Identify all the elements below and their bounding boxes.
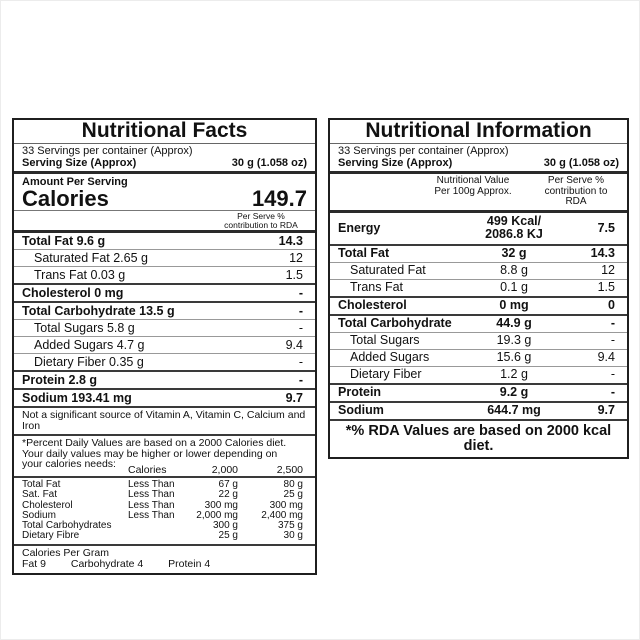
nutrient-label: Total Carbohydrate 13.5 g [22,303,175,318]
nutrient-rda: 12 [289,250,303,265]
nutrient-row-energy [330,213,627,244]
dv-header-calories: Calories [128,463,167,476]
dv-condition [128,531,186,541]
left-servings-per-container: 33 Servings per container (Approx) [22,145,193,157]
dv-condition [128,521,186,531]
daily-values-table [14,476,315,544]
nutrient-row-dietary-fiber [330,366,627,383]
nutrient-row-sodium [330,401,627,419]
dv-value-2500: 2,400 mg [261,509,303,521]
nutrient-rda: - [298,303,303,318]
right-servings-per-container: 33 Servings per container (Approx) [338,145,509,157]
dv-header-2500: 2,500 [276,463,303,476]
nutrient-row-total-fat [330,244,627,262]
nutritional-value-column-header [425,176,521,208]
nutrient-label: Sodium [338,403,384,417]
dv-name: Cholesterol [22,499,73,511]
left-label-title: Nutritional Facts [14,120,315,144]
column-header-spacer [338,176,425,208]
nutrient-rda: 14.3 [278,233,303,248]
nutrient-label: Added Sugars [350,350,430,364]
left-per-serve-header [14,211,315,233]
nutrient-row-total-sugars [330,332,627,349]
nutrient-rda: - [298,320,303,335]
left-serving-size-row [22,157,307,169]
rda-header-line1: Per Serve % [547,175,605,186]
nutrient-row-added-sugars [330,349,627,366]
nutrient-row-sodium [14,388,315,406]
energy-kj: 2086.8 KJ [485,227,543,241]
nutrient-value: 44.9 g [496,316,532,330]
nutrient-row-total-carbohydrate [14,301,315,319]
calories-per-gram-section [14,544,315,573]
nutrient-label: Saturated Fat 2.65 g [34,250,148,265]
left-serving-size-label: Serving Size (Approx) [22,157,137,169]
nutrient-value: 644.7 mg [487,403,541,417]
nutrient-row-saturated-fat [330,262,627,279]
nutrient-rda: - [610,385,615,399]
dv-value-2000: 25 g [218,530,238,542]
value-header-line1: Nutritional Value [436,175,510,186]
nutrient-rda: - [298,354,303,369]
nutrient-rda: 9.4 [285,337,303,352]
calories-row [22,188,307,209]
left-per-serve-header-text [211,212,311,229]
dv-value-2000: 2,000 mg [196,509,238,521]
nutrient-row-cholesterol [14,283,315,301]
rda-header-line2: contribution to RDA [544,185,608,207]
dv-condition: Less Than [128,509,175,521]
nutrient-row-total-fat [14,233,315,249]
nutrient-label: Protein 2.8 g [22,372,98,387]
nutrient-row-added-sugars [14,336,315,353]
right-serving-info [330,144,627,174]
nutrient-value: 9.2 g [499,385,529,399]
nutrient-value: 8.8 g [500,263,528,277]
nutrient-row-protein [330,383,627,401]
left-serving-size-value: 30 g (1.058 oz) [231,157,307,169]
daily-values-footnote [14,434,315,476]
left-calories-section [14,174,315,211]
nutrient-rda: 12 [601,263,615,277]
nutrient-value: 32 g [501,246,527,260]
nutrient-rda: - [610,316,615,330]
dv-condition: Less Than [128,499,175,511]
nutrition-facts-label [12,118,317,575]
nutrient-label: Cholesterol [338,298,407,312]
nutrient-rda: 9.7 [597,403,615,417]
nutrient-rda: 7.5 [597,220,615,235]
nutrient-rda: 9.4 [597,350,615,364]
nutrient-row-dietary-fiber [14,353,315,370]
nutrient-row-cholesterol [330,296,627,314]
nutrient-rda: 9.7 [285,390,303,405]
nutrient-row-trans-fat [14,266,315,283]
nutrient-value [458,215,570,242]
dv-header-spacer [22,465,128,476]
nutrient-rda: - [298,372,303,387]
dv-name: Dietary Fibre [22,530,80,542]
nutrient-label: Total Fat 9.6 g [22,233,106,248]
dv-header-2000: 2,000 [211,463,238,476]
footnote-line: Your daily values may be higher or lower depending on [22,447,278,460]
nutrient-label: Total Carbohydrate [338,316,452,330]
nutrient-label: Dietary Fiber 0.35 g [34,354,144,369]
right-serving-size-value: 30 g (1.058 oz) [543,157,619,169]
cpg-fat: Fat 9 [22,557,46,570]
nutrient-label: Sodium 193.41 mg [22,390,132,405]
dv-name: Total Carbohydrates [22,520,112,532]
nutrient-value: 1.2 g [500,367,528,381]
nutrient-rda: - [298,285,303,300]
dv-name: Sat. Fat [22,489,58,501]
amount-per-serving-label: Amount Per Serving [22,176,128,188]
dv-value-2000: 22 g [218,489,238,501]
no-significant-source-note: Not a significant source of Vitamin A, Vitamin C, Calcium and Iron [14,406,315,434]
dv-value-2500: 30 g [283,530,303,542]
calories-per-gram-values [22,559,307,570]
dv-value-2000: 300 mg [204,499,238,511]
calories-label: Calories [22,186,109,211]
calories-per-gram-title: Calories Per Gram [22,546,109,559]
right-column-headers [330,174,627,213]
nutrient-rda: 0 [608,298,615,312]
nutrition-information-label [328,118,629,459]
nutrient-rda: - [610,333,615,347]
cpg-protein: Protein 4 [168,557,211,570]
nutrient-row-protein [14,370,315,388]
nutrient-row-trans-fat [330,279,627,296]
dv-name: Total Fat [22,479,61,490]
nutrient-row-total-sugars [14,319,315,336]
footnote-line: *Percent Daily Values are based on a 2000 Calories diet. [22,437,287,449]
per-serve-header-line2: contribution to RDA [224,219,298,230]
nutrient-row-total-carbohydrate [330,314,627,332]
rda-basis-footer: *% RDA Values are based on 2000 kcal diet. [330,419,627,457]
dv-value-2500: 25 g [283,489,303,501]
calories-value: 149.7 [251,186,307,211]
dv-value-2000: 300 g [212,520,238,532]
right-serving-size-row [338,157,619,169]
nutrient-rda: 1.5 [597,280,615,294]
left-serving-info [14,144,315,174]
dv-condition: Less Than [128,489,175,501]
nutrient-value: 15.6 g [496,350,532,364]
rda-column-header [533,176,619,208]
dv-row-dietary-fibre [22,531,307,541]
nutrient-rda: 1.5 [285,267,303,282]
daily-values-table-header [22,465,307,476]
nutrient-label: Trans Fat 0.03 g [34,267,126,282]
dv-condition: Less Than [128,479,175,490]
nutrient-rda: 14.3 [590,246,615,260]
nutrient-row-saturated-fat [14,249,315,266]
energy-kcal: 499 Kcal/ [486,213,542,228]
dv-value-2500: 300 mg [269,499,303,511]
dv-value-2500: 80 g [283,479,303,490]
nutrient-rda: - [610,367,615,381]
nutrient-label: Added Sugars 4.7 g [34,337,145,352]
dv-value-2000: 67 g [218,479,238,490]
nutrient-label: Cholesterol 0 mg [22,285,124,300]
right-serving-size-label: Serving Size (Approx) [338,157,453,169]
dv-value-2500: 375 g [277,520,303,532]
nutrient-label: Total Sugars [350,333,420,347]
nutrient-label: Energy [338,220,381,235]
cpg-carbohydrate: Carbohydrate 4 [70,557,144,570]
value-header-line2: Per 100g Approx. [434,185,512,197]
nutrient-label: Protein [338,385,382,399]
nutrient-value: 19.3 g [496,333,532,347]
nutrient-label: Saturated Fat [350,263,426,277]
right-label-title: Nutritional Information [330,120,627,144]
nutrient-label: Total Sugars 5.8 g [34,320,135,335]
nutrient-value: 0.1 g [500,280,528,294]
nutrient-value: 0 mg [499,298,529,312]
dv-name: Sodium [22,509,56,521]
nutrient-label: Total Fat [338,246,390,260]
per-serve-header-line1: Per Serve % [237,211,285,221]
footnote-line: your calories needs: [22,458,116,470]
nutrient-label: Dietary Fiber [350,367,422,381]
nutrient-label: Trans Fat [350,280,404,294]
